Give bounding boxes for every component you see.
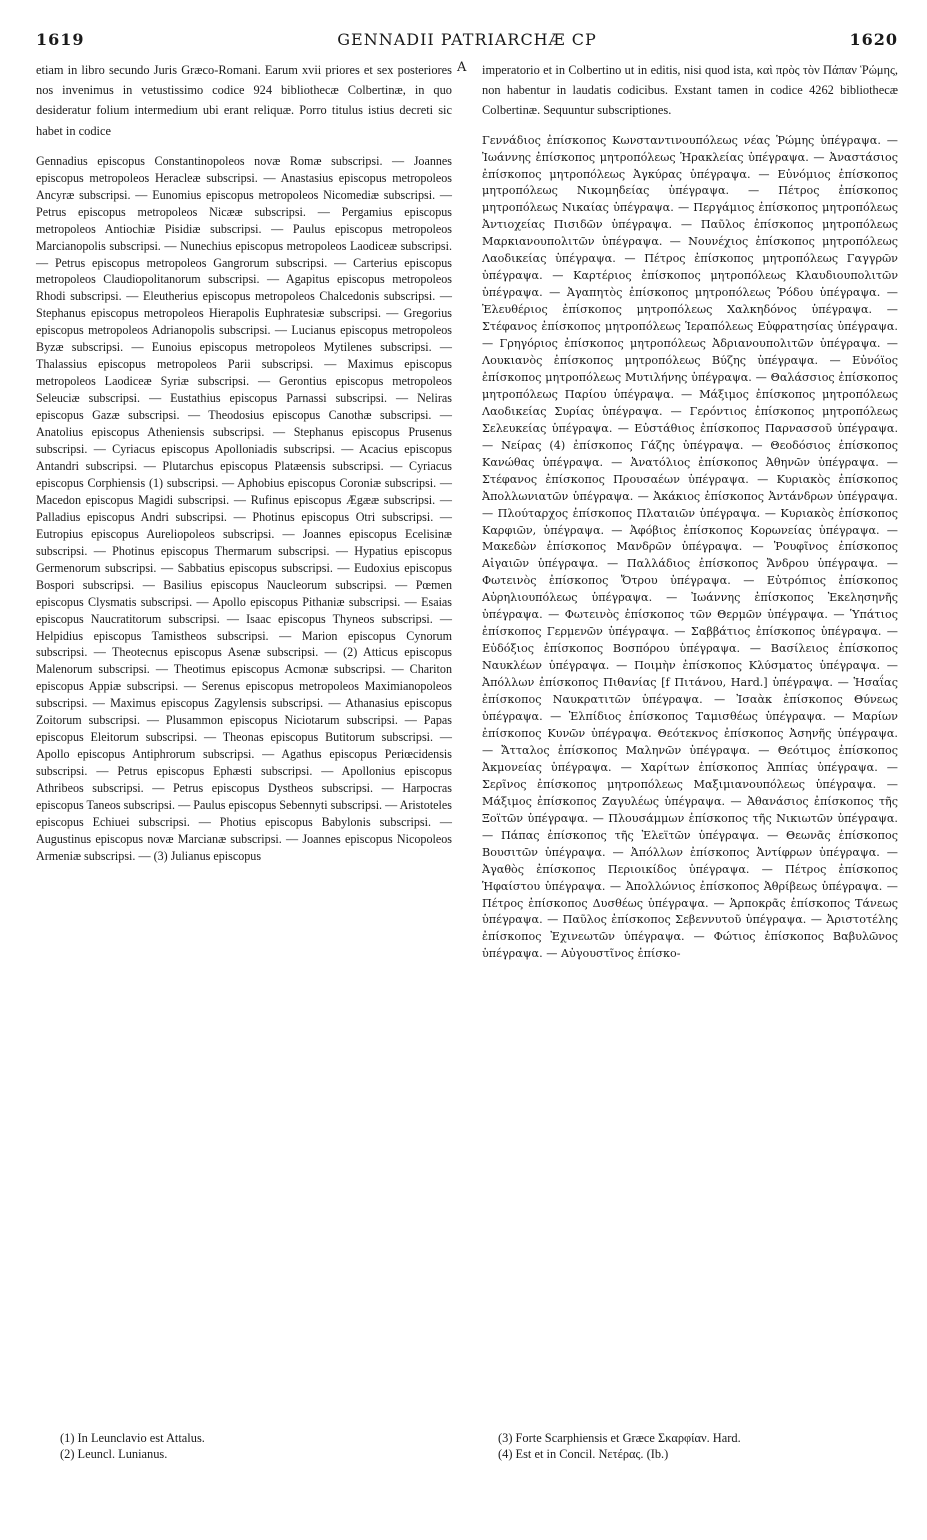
right-column-number: 1620 bbox=[849, 30, 898, 49]
footnote: (2) Leuncl. Lunianus. bbox=[60, 1447, 168, 1461]
footnote: (1) In Leunclavio est Attalus. bbox=[60, 1431, 205, 1445]
left-footnotes bbox=[60, 1430, 476, 1462]
left-column-number: 1619 bbox=[36, 30, 85, 49]
right-footnotes bbox=[498, 1430, 914, 1462]
latin-subscriptions: Gennadius episcopus Constantinopoleos novæ Romæ subscripsi. — Joannes episcopus metropoleos Heracleæ subscripsi. — Anastasius episcopus metropoleos Ancyræ subscripsi. — Eunomius episcopus metropoleos Nicomediæ subscripsi. — Petrus episcopus metropoleos Nicææ subscripsi. — Pergamius episcopus metropoleos Antiochiæ Pisidiæ subscripsi. — Paulus episcopus metropoleos Marcianopolis subscripsi. — Nunechius episcopus metropoleos Laodiceæ subscripsi. — Petrus episcopus metropoleos Gangrorum subscripsi. — Carterius episcopus metropoleos Claudiopolitanorum subscripsi. — Agapitus episcopus metropoleos Rhodi subscripsi. — Eleutherius episcopus metropoleos Chalcedonis subscripsi. — Stephanus episcopus metropoleos Hierapolis Euphratesiæ subscripsi. — Gregorius episcopus metropoleos Adrianopolis subscripsi. — Lucianus episcopus metropoleos Byzæ subscripsi. — Eunoius episcopus metropoleos Mytilenes subscripsi. — Thalassius episcopus metropoleos Parii subscripsi. — Maximus episcopus metropoleos Laodiceæ Syriæ subscripsi. — Gerontius episcopus metropoleos Seleuciæ subscripsi. — Eustathius episcopus Parnassi subscripsi. — Neliras episcopus Gazæ subscripsi. — Theodosius episcopus Canothæ subscripsi. — Anatolius episcopus Atheniensis subscripsi. — Stephanus episcopus Prusenus subscripsi. — Cyriacus episcopus Apolloniadis subscripsi. — Acacius episcopus Antandri subscripsi. — Plutarchus episcopus Platæensis subscripsi. — Cyriacus episcopus Corphiensis (1) subscripsi. — Aphobius episcopus Coroniæ subscripsi. — Macedon episcopus Magidi subscripsi. — Rufinus episcopus Ægææ subscripsi. — Palladius episcopus Andri subscripsi. — Photinus episcopus Otri subscripsi. — Eutropius episcopus Aureliopoleos subscripsi. — Joannes episcopus Ecelisinæ subscripsi. — Photinus episcopus Thermarum subscripsi. — Hypatius episcopus Germenorum subscripsi. — Sabbatius episcopus subscripsi. — Eudoxius episcopus Bospori subscripsi. — Basilius episcopus Naucleorum subscripsi. — Pœmen episcopus Clysmatis subscripsi. — Apollo episcopus Pithaniæ subscripsi. — Esaias episcopus Naucratitorum subscripsi. — Isaac episcopus Thyneos subscripsi. — Helpidius episcopus Tamistheos subscripsi. — Marion episcopus Cynorum subscripsi. — Theotecnus episcopus Asenæ subscripsi. — (2) Atticus episcopus Malenorum subscripsi. — Theotimus episcopus Acmonæ subscripsi. — Chariton episcopus Appiæ subscripsi. — Serenus episcopus metropoleos Maximianopoleos subscripsi. — Maximus episcopus Zagylensis subscripsi. — Athanasius episcopus Zoitorum subscripsi. — Plusammon episcopus Niciotarum subscripsi. — Papas episcopus Eleitorum subscripsi. — Theonas episcopus Butitorum subscripsi. — Apollo episcopus Antiphrorum subscripsi. — Agathus episcopus Periœcidensis subscripsi. — Petrus episcopus Ephæsti subscripsi. — Apollonius episcopus Athribeos subscripsi. — Petrus episcopus Dystheos subscripsi. — Harpocras episcopus Taneos subscripsi. — Paulus episcopus Sebennyti subscripsi. — Aristoteles episcopus Echiuei subscripsi. — Photius episcopus Babylonis subscripsi. — Augustinus episcopus novæ Marcianæ subscripsi. — Joannes episcopus Nicopoleos Armeniæ subscripsi. — (3) Julianus episcopus bbox=[36, 153, 452, 863]
footnote: (4) Est et in Concil. Νετέρας. (Ib.) bbox=[498, 1447, 669, 1461]
running-title: GENNADII PATRIARCHÆ CP bbox=[337, 30, 597, 49]
footnote: (3) Forte Scarphiensis et Græce Σκαρφίαν. Hard. bbox=[498, 1431, 741, 1445]
left-intro-paragraph: etiam in libro secundo Juris Græco-Romani. Earum xvii priores et sex posteriores nos invenimus in vetustissimo codice 924 bibliothecæ Colbertinæ, in quo desideratur folium intermedium ubi erant reliquæ. Porro titulus istius decreti sic habet in codice bbox=[36, 63, 452, 138]
left-column bbox=[36, 60, 452, 865]
page-header bbox=[36, 30, 898, 75]
greek-subscriptions: Γεννάδιος ἐπίσκοπος Κωνσταντινουπόλεως νέας Ῥώμης ὑπέγραψα. — Ἰωάννης ἐπίσκοπος μητροπόλεως Ἡρακλείας ὑπέγραψα. — Ἀναστάσιος ἐπίσκοπος μητροπόλεως Ἀγκύρας ὑπέγραψα. — Εὐνόμιος ἐπίσκοπος μητροπόλεως Νικομηδείας ὑπέγραψα. — Πέτρος ἐπίσκοπος μητροπόλεως Νικαίας ὑπέγραψα. — Περγάμιος ἐπίσκοπος μητροπόλεως Ἀντιοχείας Πισιδῶν ὑπέγραψα. — Παῦλος ἐπίσκοπος μητροπόλεως Μαρκιανουπολιτῶν ὑπέγραψα. — Νουνέχιος ἐπίσκοπος μητροπόλεως Λαοδικείας ὑπέγραψα. — Πέτρος ἐπίσκοπος μητροπόλεως Γαγγρῶν ὑπέγραψα. — Καρτέριος ἐπίσκοπος μητροπόλεως Κλαυδιουπολιτῶν ὑπέγραψα. — Ἀγαπητὸς ἐπίσκοπος μητροπόλεως Ῥόδου ὑπέγραψα. — Ἐλευθέριος ἐπίσκοπος μητροπόλεως Χαλκηδόνος ὑπέγραψα. — Στέφανος ἐπίσκοπος μητροπόλεως Ἱεραπόλεως Εὐφρατησίας ὑπέγραψα. — Γρηγόριος ἐπίσκοπος μητροπόλεως Ἀδριανουπολιτῶν ὑπέγραψα. — Λουκιανὸς ἐπίσκοπος μητροπόλεως Βύζης ὑπέγραψα. — Εὐνόϊος ἐπίσκοπος μητροπόλεως Μυτιλήνης ὑπέγραψα. — Θαλάσσιος ἐπίσκοπος μητροπόλεως Παρίου ὑπέγραψα. — Μάξιμος ἐπίσκοπος μητροπόλεως Λαοδικείας Συρίας ὑπέγραψα. — Γερόντιος ἐπίσκοπος μητροπόλεως Σελευκείας ὑπέγραψα. — Εὐστάθιος ἐπίσκοπος Παρνασσοῦ ὑπέγραψα. — Νείρας (4) ἐπίσκοπος Γάζης ὑπέγραψα. — Θεοδόσιος ἐπίσκοπος Κανώθας ὑπέγραψα. — Ἀνατόλιος ἐπίσκοπος Ἀθηνῶν ὑπέγραψα. — Στέφανος ἐπίσκοπος Προυσαέων ὑπέγραψα. — Κυριακὸς ἐπίσκοπος Ἀπολλωνιατῶν ὑπέγραψα. — Ἀκάκιος ἐπίσκοπος Ἀντάνδρων ὑπέγραψα. — Πλούταρχος ἐπίσκοπος Πλαταιῶν ὑπέγραψα. — Κυριακὸς ἐπίσκοπος Καρφιῶν, ὑπέγραψα. — Ἀφόβιος ἐπίσκοπος Κορωνείας ὑπέγραψα. — Μακεδὼν ἐπίσκοπος Μανδρῶν ὑπέγραψα. — Ῥουφῖνος ἐπίσκοπος Αἰγαιῶν ὑπέγραψα. — Παλλάδιος ἐπίσκοπος Ἄνδρου ὑπέγραψα. — Φωτεινὸς ἐπίσκοπος Ὄτρου ὑπέγραψα. — Εὐτρόπιος ἐπίσκοπος Αὐρηλιουπόλεως ὑπέγραψα. — Ἰωάννης ἐπίσκοπος Ἐκελησηνῆς ὑπέγραψα. — Φωτεινὸς ἐπίσκοπος τῶν Θερμῶν ὑπέγραψα. — Ὑπάτιος ἐπίσκοπος Γερμενῶν ὑπέγραψα. — Σαββάτιος ἐπίσκοπος ὑπέγραψα. — Εὐδόξιος ἐπίσκοπος Βοσπόρου ὑπέγραψα. — Βασίλειος ἐπίσκοπος Ναυκλέων ὑπέγραψα. — Ποιμὴν ἐπίσκοπος Κλύσματος ὑπέγραψα. — Ἀπόλλων ἐπίσκοπος Πιθανίας [f Πιτάνου, Hard.] ὑπέγραψα. — Ἡσαΐας ἐπίσκοπος Ναυκρατιτῶν ὑπέγραψα. — Ἰσαὰκ ἐπίσκοπος Θύνεως ὑπέγραψα. — Ἐλπίδιος ἐπίσκοπος Ταμισθέως ὑπέγραψα. — Μαρίων ἐπίσκοπος Κυνῶν ὑπέγραψα. Θεότεκνος ἐπίσκοπος Ἀσηνῆς ὑπέγραψα. — Ἄτταλος ἐπίσκοπος Μαληνῶν ὑπέγραψα. — Θεότιμος ἐπίσκοπος Ἀκμονείας ὑπέγραψα. — Χαρίτων ἐπίσκοπος Ἀππίας ὑπέγραψα. — Σερῖνος ἐπίσκοπος μητροπόλεως Μαξιμιανουπόλεως ὑπέγραψα. — Μάξιμος ἐπίσκοπος Ζαγυλέως ὑπέγραψα. — Ἀθανάσιος ἐπίσκοπος τῆς Ξοϊτῶν ὑπέγραψα. — Πλουσάμμων ἐπίσκοπος τῆς Νικιωτῶν ὑπέγραψα. — Πάπας ἐπίσκοπος τῆς Ἐλεϊτῶν ὑπέγραψα. — Θεωνᾶς ἐπίσκοπος Βουσιτῶν ὑπέγραψα. — Ἀπόλλων ἐπίσκοπος Ἀντίφρων ὑπέγραψα. — Ἀγαθὸς ἐπίσκοπος Περιοικίδος ὑπέγραψα. — Πέτρος ἐπίσκοπος Ἡφαίστου ὑπέγραψα. — Ἀπολλώνιος ἐπίσκοπος Ἀθρίβεως ὑπέγραψα. — Πέτρος ἐπίσκοπος Δυσθέως ὑπέγραψα. — Ἁρποκρᾶς ἐπίσκοπος Τάνεως ὑπέγραψα. — Παῦλος ἐπίσκοπος Σεβεννυτοῦ ὑπέγραψα. — Ἀριστοτέλης ἐπίσκοπος Ἐχινεωτῶν ὑπέγραψα. — Φώτιος ἐπίσκοπος Βαβυλῶνος ὑπέγραψα. — Αὐγουστῖνος ἐπίσκο- bbox=[482, 133, 898, 961]
right-column bbox=[482, 60, 898, 963]
right-intro-paragraph: imperatorio et in Colbertino ut in editis, nisi quod ista, καὶ πρὸς τὸν Πάπαν Ῥώμης, non habentur in laudatis codicibus. Exstant tamen in codice 4262 bibliothecæ Colbertinæ. Sequuntur subscriptiones. bbox=[482, 63, 898, 118]
margin-letter: A bbox=[457, 60, 468, 75]
